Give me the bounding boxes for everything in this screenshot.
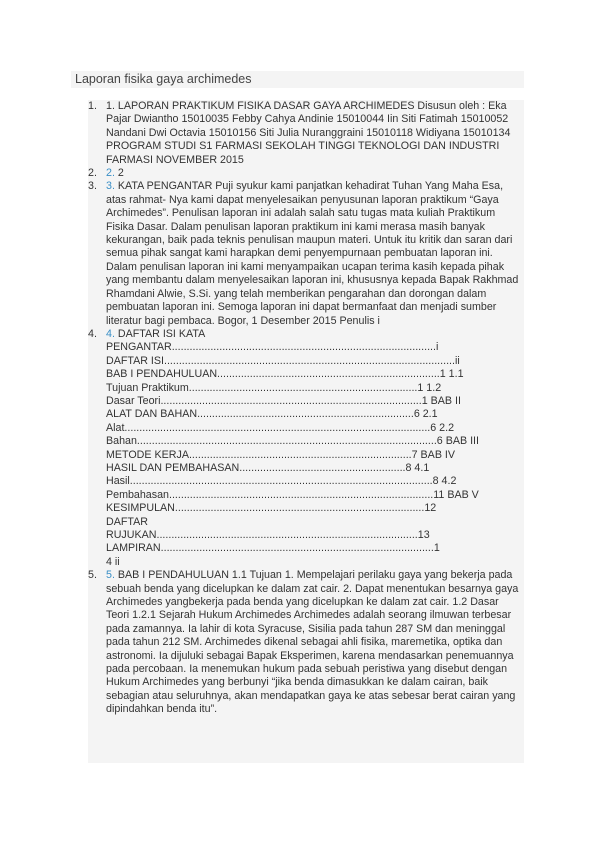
toc-line: KESIMPULAN....................................................................................12: [106, 502, 437, 515]
toc-line: Hasil......................................................................................................8 4.2: [106, 475, 457, 488]
list-number: 1.: [88, 100, 97, 112]
toc-line: LAMPIRAN............................................................................................1: [106, 542, 440, 555]
toc-line: BAB I PENDAHULUAN...........................................................................1 1.1: [106, 368, 464, 381]
page-list: [88, 100, 524, 717]
page-link-4[interactable]: 4.: [106, 327, 115, 340]
list-item-1: [88, 100, 524, 167]
list-item-3: [88, 180, 524, 327]
list-number: 5.: [88, 569, 97, 582]
toc-line: PENGANTAR.........................................................................................i: [106, 341, 439, 354]
toc-line: Pembahasan.........................................................................................11 BAB V: [106, 488, 479, 501]
item-text: 2: [117, 167, 124, 180]
document-title: Laporan fisika gaya archimedes: [71, 71, 524, 88]
list-item-2: [88, 167, 524, 180]
list-number: 3.: [88, 180, 97, 193]
toc-line: Tujuan Praktikum.............................................................................1 1.2: [106, 381, 442, 394]
toc-line: ALAT DAN BAHAN.........................................................................6 2.1: [106, 408, 438, 421]
page-link-3[interactable]: 3.: [106, 180, 115, 193]
toc-line: RUJUKAN........................................................................................13: [106, 529, 430, 541]
toc-line: Bahan.....................................................................................................6 BAB III: [106, 435, 479, 448]
list-number: 2.: [88, 167, 97, 180]
list-item-4: [88, 328, 524, 569]
page-link-2[interactable]: 2.: [106, 167, 115, 180]
list-number: 4.: [88, 327, 97, 340]
item-text: KATA PENGANTAR Puji syukur kami panjatkan kehadirat Tuhan Yang Maha Esa, atas rahmat- Nya kami dapat menyelesaikan penyusunan laporan praktikum “Gaya Archimedes”. Penulisan laporan ini adalah salah satu tugas mata kuliah Praktikum Fisika Dasar. Dalam penulisan laporan praktikum ini kami merasa masih banyak kekurangan, baik pada teknis penulisan maupun materi. Untuk itu kritik dan saran dari semua pihak sangat kami harapkan demi penyempurnaan pembuatan laporan ini. Dalam penulisan laporan ini kami menyampaikan ucapan terima kasih kepada pihak yang membantu dalam menyelesaikan laporan ini, khususnya kepada Bapak Rakhmad Rhamdani Alwie, S.Si. yang telah memberikan pengarahan dan dorongan dalam pembuatan laporan ini. Semoga laporan ini dapat bermanfaat dan menjadi sumber literatur bagi pembaca. Bogor, 1 Desember 2015 Penulis i: [106, 180, 519, 327]
toc-line: 4 ii: [106, 555, 120, 568]
list-item-5: [88, 569, 524, 716]
toc-line: DAFTAR ISI KATA: [117, 327, 206, 340]
item-text: BAB I PENDAHULUAN 1.1 Tujuan 1. Mempelajari perilaku gaya yang bekerja pada sebuah benda yang dicelupkan ke dalam zat cair. 2. Dapat menentukan besarnya gaya Archimedes yangbekerja pada benda yang dicelupkan ke dalam zat cair. 1.2 Dasar Teori 1.2.1 Sejarah Hukum Archimedes Archimedes adalah seorang ilmuwan terbesar pada zamannya. Ia lahir di kota Syracuse, Sisilia pada tahun 287 SM dan meninggal pada tahun 212 SM. Archimedes dikenal sebagai ahli fisika, maremetika, optika dan astronomi. Ia dijuluki sebagai Bapak Eksperimen, karena mendasarkan penemuannya pada percobaan. Ia menemukan hukum pada sebuah peristiwa yang disebut dengan Hukum Archimedes yang berbunyi “jika benda dimasukkan ke dalam cairan, baik sebagian atau seluruhnya, akan mendapatkan gaya ke atas sebesar berat cairan yang dipindahkan benda itu”.: [106, 569, 519, 716]
page-link-5[interactable]: 5.: [106, 569, 115, 582]
toc-line: HASIL DAN PEMBAHASAN........................................................8 4.1: [106, 461, 430, 474]
item-text: LAPORAN PRAKTIKUM FISIKA DASAR GAYA ARCHIMEDES Disusun oleh : Eka Pajar Dwiantho 15010035 Febby Cahya Andinie 15010044 Iin Siti Fatimah 15010052 Nandani Dwi Octavia 15010156 Siti Julia Nuranggraini 15010118 Widiyana 15010134 PROGRAM STUDI S1 FARMASI SEKOLAH TINGGI TEKNOLOGI DAN INDUSTRI FARMASI NOVEMBER 2015: [106, 100, 511, 166]
toc-line: Alat.......................................................................................................6 2.2: [106, 421, 455, 434]
item-prefix: 1.: [106, 100, 115, 112]
toc-line: METODE KERJA...........................................................................7 BAB IV: [106, 448, 456, 461]
toc-line: DAFTAR: [106, 515, 148, 528]
toc-line: Dasar Teori........................................................................................1 BAB II: [106, 394, 461, 407]
toc-line: DAFTAR ISI..................................................................................................ii: [106, 354, 460, 367]
